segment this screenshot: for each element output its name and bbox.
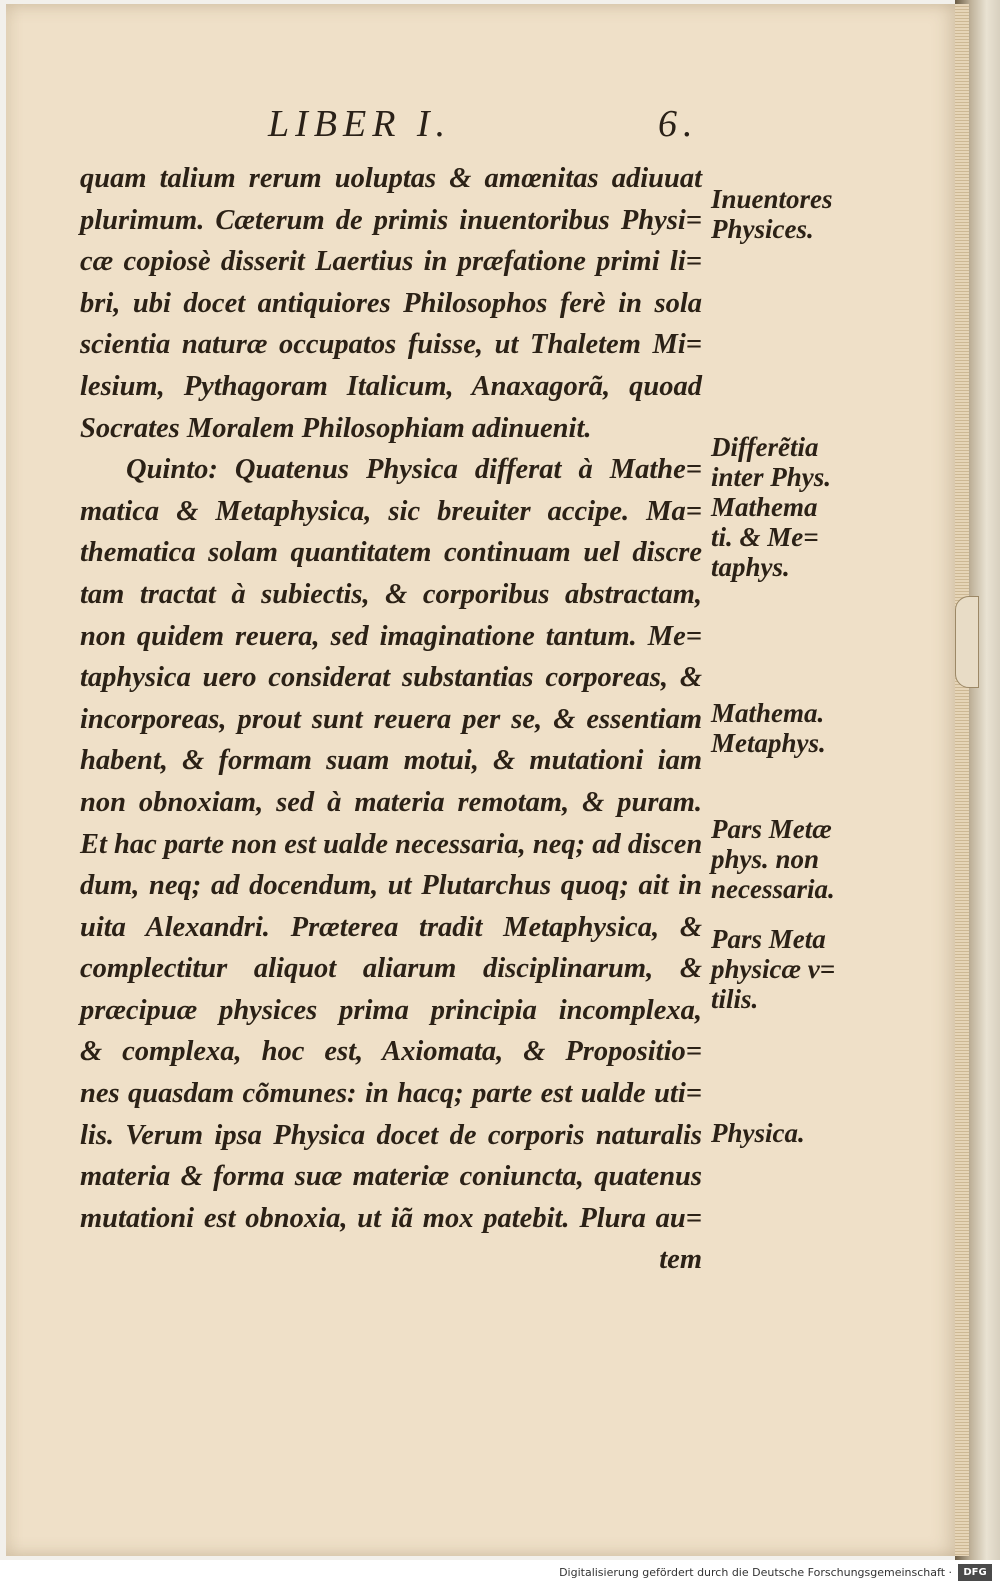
- text-line: & complexa, hoc est, Axiomata, & Propositio=: [80, 1036, 702, 1068]
- marginal-line: Physica.: [711, 1118, 805, 1148]
- text-line: dum, neq; ad docendum, ut Plutarchus quoq; ait in: [80, 870, 702, 902]
- footer-bar: [0, 1560, 1000, 1587]
- marginal-line: Mathema: [711, 492, 818, 522]
- text-line: Quinto: Quatenus Physica differat à Mathe=: [126, 454, 702, 486]
- text-line: non quidem reuera, sed imaginatione tantum. Me=: [80, 620, 702, 652]
- marginal-line: Metaphys.: [711, 728, 826, 758]
- marginal-line: taphys.: [711, 552, 790, 582]
- marginal-line: Mathema.: [711, 698, 825, 728]
- text-line: matica & Metaphysica, sic breuiter accipe. Ma=: [80, 495, 702, 527]
- marginal-note: [711, 184, 861, 244]
- text-line: habent, & formam suam motui, & mutationi iam: [80, 745, 702, 777]
- page-number: 6.: [658, 103, 699, 145]
- text-line: nes quasdam cõmunes: in hacq; parte est ualde uti=: [80, 1078, 702, 1110]
- marginal-note: [711, 432, 861, 582]
- marginal-note: [711, 924, 861, 1014]
- marginal-line: phys. non: [711, 844, 820, 874]
- book-title: LIBER I.: [268, 103, 452, 145]
- marginal-line: Pars Meta: [711, 924, 826, 954]
- text-line: bri, ubi docet antiquiores Philosophos ferè in sola: [80, 287, 702, 319]
- marginal-line: necessaria.: [711, 874, 835, 904]
- text-line: tam tractat à subiectis, & corporibus abstractam,: [80, 578, 702, 610]
- main-text: [80, 158, 702, 1281]
- text-line: incorporeas, prout sunt reuera per se, & essentiam: [80, 703, 702, 735]
- marginal-line: tilis.: [711, 984, 759, 1014]
- marginal-line: Physices.: [711, 214, 814, 244]
- marginal-note: [711, 1118, 861, 1148]
- text-line: scientia naturæ occupatos fuisse, ut Thaletem Mi=: [80, 329, 702, 361]
- marginal-line: inter Phys.: [711, 462, 832, 492]
- text-line: non obnoxiam, sed à materia remotam, & puram.: [80, 786, 702, 818]
- text-line: cæ copiosè disserit Laertius in præfatione primi li=: [80, 246, 702, 278]
- text-line: complectitur aliquot aliarum disciplinarum, &: [80, 953, 702, 985]
- page-edge: [955, 4, 969, 1556]
- marginal-line: Inuentores: [711, 184, 833, 214]
- marginal-note: [711, 814, 861, 904]
- text-line: thematica solam quantitatem continuam uel discre: [80, 537, 702, 569]
- text-line: plurimum. Cæterum de primis inuentoribus Physi=: [80, 204, 702, 236]
- marginal-note: [711, 698, 861, 758]
- page-tab: [955, 596, 979, 688]
- text-line: mutationi est obnoxia, ut iã mox patebit. Plura au=: [80, 1202, 702, 1234]
- text-line: lesium, Pythagoram Italicum, Anaxagorã, quoad: [80, 370, 702, 402]
- marginal-line: ti. & Me=: [711, 522, 819, 552]
- text-line: Socrates Moralem Philosophiam adinuenit.: [80, 412, 592, 444]
- footer-credit: Digitalisierung gefördert durch die Deutsche Forschungsgemeinschaft ·: [559, 1566, 952, 1579]
- marginal-line: Differẽtia: [711, 432, 819, 462]
- marginal-line: physicæ v=: [711, 954, 836, 984]
- text-line: quam talium rerum uoluptas & amœnitas adiuuat: [80, 163, 702, 194]
- marginal-line: Pars Metæ: [711, 814, 832, 844]
- text-line: præcipuæ physices prima principia incomplexa,: [80, 994, 702, 1026]
- text-line: uita Alexandri. Præterea tradit Metaphysica, &: [80, 911, 702, 943]
- text-line: taphysica uero considerat substantias corporeas, &: [80, 662, 702, 694]
- text-line: lis. Verum ipsa Physica docet de corporis naturalis: [80, 1119, 702, 1151]
- book-page: [6, 4, 966, 1556]
- catchword: tem: [659, 1244, 702, 1276]
- text-line: materia & forma suæ materiæ coniuncta, quatenus: [80, 1161, 702, 1193]
- dfg-logo: DFG: [958, 1564, 992, 1581]
- text-line: Et hac parte non est ualde necessaria, neq; ad discen: [80, 828, 703, 860]
